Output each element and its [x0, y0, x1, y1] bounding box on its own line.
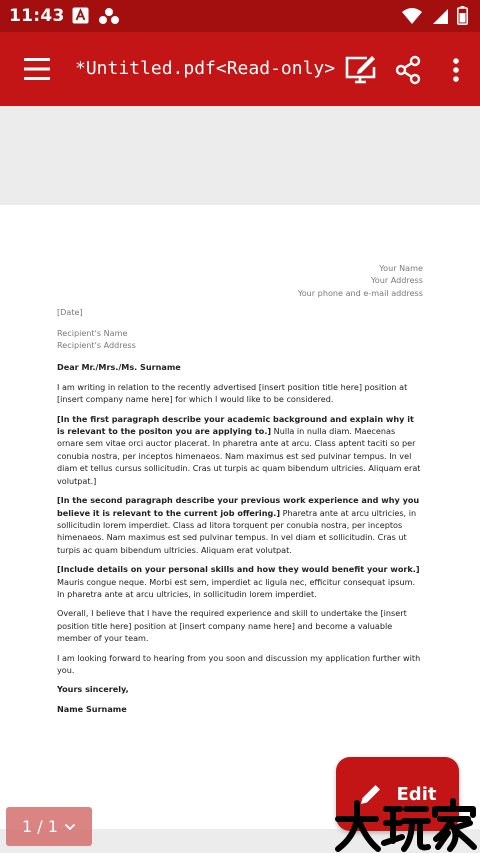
hamburger-menu-icon [18, 52, 58, 86]
pdf-page [0, 205, 480, 829]
signature-name: Name Surname [57, 703, 127, 714]
paragraph-academic-body: Nulla in nulla diam. Maecenas ornare sem vitae orci auctor placerat. In pharetra ante at arcu. Class aptent taciti so per conubia nostra, per inceptos himenaeos. Nam maximus est sed pulvinar tempus. In vel diam et tellus cursus sollicitudin. Cras ut turpis ac quam bibendum ultricies. Aliquam erat volutpat.] [57, 426, 421, 486]
closing-line: Yours sincerely, [57, 684, 129, 695]
sender-address: Your Address [370, 275, 423, 286]
edit-button-label: Edit [396, 783, 437, 805]
viewer-background [0, 106, 480, 205]
document-title: *Untitled.pdf<Read-only> [75, 58, 336, 79]
edit-document-icon [343, 53, 379, 87]
chevron-down-icon [64, 823, 76, 831]
paragraph-academic-heading: [In the first paragraph describe your academic background and explain why it is relevant to the positon you are applying to.] [57, 413, 414, 437]
page-indicator-button[interactable] [6, 807, 92, 846]
letter-date: [Date] [57, 307, 83, 318]
paragraph-skills-body: Mauris congue neque. Morbi est sem, imperdiet ac ligula nec, efficitur consequat ipsum. In pharetra ante at arcu ultricies, in sollicitudin lorem imperdiet. [57, 576, 416, 599]
menu-button[interactable] [18, 52, 58, 86]
page-indicator-label: 1 / 1 [22, 817, 58, 836]
paragraph-overall: Overall, I believe that I have the required experience and skill to undertake the [insert position title here] position at [insert company name here] and become a valuable member of your team. [57, 608, 407, 644]
sender-contact: Your phone and e-mail address [297, 287, 423, 298]
cover-letter [57, 262, 423, 715]
battery-icon [457, 6, 468, 30]
paragraph-experience-heading: [In the second paragraph describe your previous work experience and why you believe it is relevant to the current job offering.] [57, 495, 420, 518]
paragraph-academic [57, 413, 423, 487]
status-bar [0, 0, 480, 32]
paragraph-experience-body: Pharetra ante at arcu ultricies, in sollicitudin lorem imperdiet. Class ad litora torquent per conubia nostra, per inceptos himenaeos. Nam maximus est sed pulvinar tempus. In vel diam et sollicitudin. Cras ut turpis ac quam bibendum ultricies. Aliquam erat volutpat. [57, 507, 417, 555]
signal-icon [431, 7, 449, 30]
watermark-logo [334, 797, 478, 853]
paragraph-skills [57, 563, 423, 600]
recipient-name: Recipient's Name [57, 327, 128, 338]
salutation: Dear Mr./Mrs./Ms. Surname [57, 362, 181, 373]
share-icon [394, 55, 422, 85]
paragraph-experience [57, 494, 423, 556]
status-time: 11:43 [9, 6, 65, 26]
recipient-block [57, 327, 423, 352]
more-options-button[interactable] [436, 50, 476, 90]
cluster-notification-icon [98, 7, 120, 24]
wifi-icon [401, 7, 423, 30]
share-button[interactable] [388, 50, 428, 90]
sender-block [57, 262, 423, 299]
recipient-address: Recipient's Address [57, 340, 136, 351]
edit-document-button[interactable] [341, 50, 381, 90]
intro-paragraph: I am writing in relation to the recently advertised [insert position title here] position at [insert company name here] for which I would like to be considered. [57, 381, 408, 405]
app-notification-icon [72, 7, 89, 24]
sender-name: Your Name [379, 263, 423, 273]
more-vert-icon [452, 57, 460, 83]
paragraph-skills-heading: [Include details on your personal skills and how they would benefit your work.] [57, 564, 420, 575]
paragraph-closing: I am looking forward to hearing from you soon and discussion my application further with you. [57, 652, 421, 675]
app-toolbar [0, 32, 480, 106]
